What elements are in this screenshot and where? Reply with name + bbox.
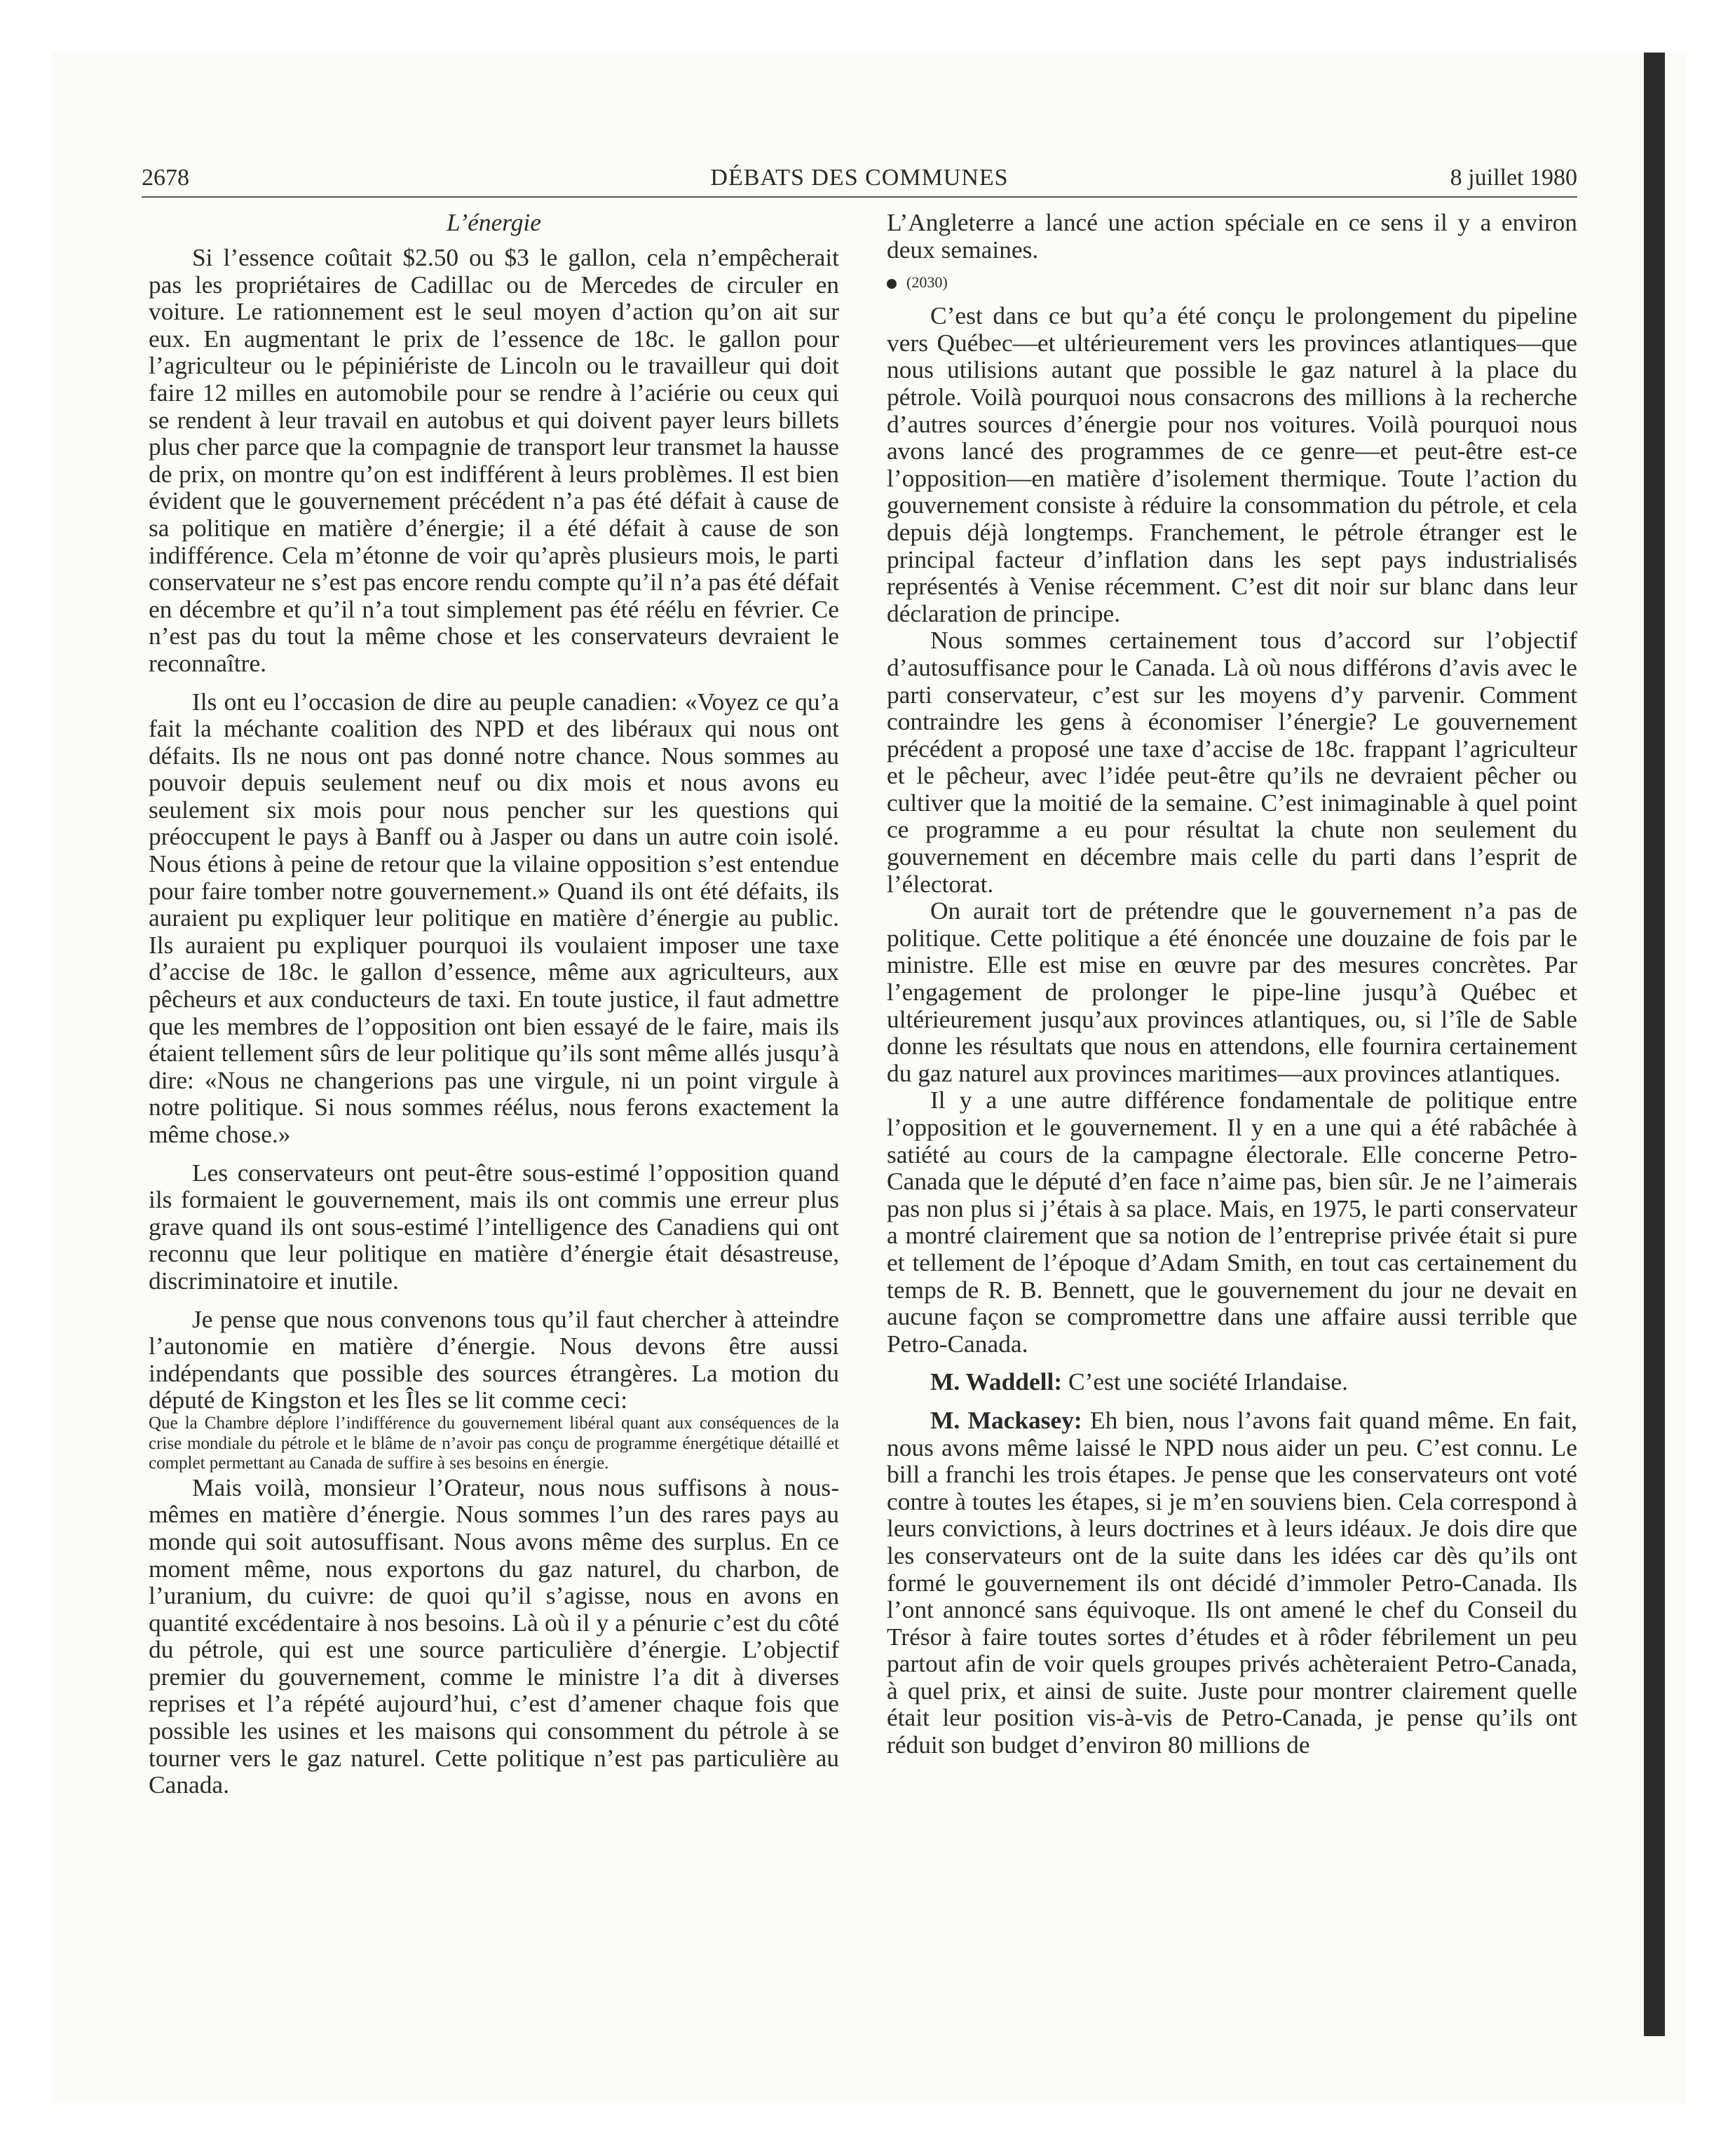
- left-column: [149, 209, 839, 1799]
- paragraph: Si l’essence coûtait $2.50 ou $3 le gallon, cela n’empêcherait pas les propriétaires de Cadillac ou de Mercedes de circuler en voiture. Le rationnement est le seul moyen d’action qu’on ait sur eux. En augmentant le prix de l’essence de 18c. le gallon pour l’agriculteur ou le pépiniériste de Lincoln ou le travailleur qui doit faire 12 milles en automobile pour se rendre à l’aciérie ou ceux qui se rendent à leur travail en autobus et qui doivent payer leurs billets plus cher parce que la compagnie de transport leur transmet la hausse de prix, on montre qu’on est indifférent à leurs problèmes. Il est bien évident que le gouvernement précédent n’a pas été défait à cause de sa politique en matière d’énergie; il a été défait à cause de son indifférence. Cela m’étonne de voir qu’après plusieurs mois, le parti conservateur ne s’est pas encore rendu compte qu’il n’a pas été défait en décembre et qu’il n’a tout simplement pas été réélu en février. Ce n’est pas du tout la même chose et les conservateurs devraient le reconnaître.: [149, 243, 839, 677]
- paragraph: L’Angleterre a lancé une action spéciale en ce sens il y a environ deux semaines.: [887, 208, 1577, 264]
- page-number: 2678: [142, 165, 189, 191]
- scan-edge-bar: [1644, 53, 1665, 2036]
- bullet-dot-icon: [887, 279, 897, 289]
- speech-paragraph: [887, 1368, 1577, 1396]
- speech-text: C’est une société Irlandaise.: [1062, 1367, 1348, 1396]
- motion-text: Que la Chambre déplore l’indifférence du gouvernement libéral quant aux conséquences de la crise mondiale du pétrole et le blâme de n’avoir pas conçu de programme énergétique détaillé et complet permettant au Canada de suffire à ses besoins en énergie.: [149, 1413, 839, 1473]
- paragraph: Nous sommes certainement tous d’accord sur l’objectif d’autosuffisance pour le Canada. Là où nous différons d’avis avec le parti conservateur, c’est sur les moyens d’y parvenir. Comment contraindre les gens à économiser l’énergie? Le gouvernement précédent a proposé une taxe d’accise de 18c. frappant l’agriculteur et le pêcheur, avec l’idée peut-être qu’ils ne devraient pêcher ou cultiver que la moitié de la semaine. C’est inimaginable à quel point ce programme a eu pour résultat la chute non seulement du gouvernement en décembre mais celle du parti dans l’esprit de l’électorat.: [887, 626, 1577, 898]
- paragraph: Les conservateurs ont peut-être sous-estimé l’opposition quand ils formaient le gouvernement, mais ils ont commis une erreur plus grave quand ils ont sous-estimé l’intelligence des Canadiens qui ont reconnu que leur politique en matière d’énergie était désastreuse, discriminatoire et inutile.: [149, 1158, 839, 1295]
- paragraph: Ils ont eu l’occasion de dire au peuple canadien: «Voyez ce qu’a fait la méchante coalition des NPD et des libéraux qui nous ont défaits. Ils ne nous ont pas donné notre chance. Nous sommes au pouvoir depuis seulement neuf ou dix mois et nous avons eu seulement six mois pour nous pencher sur les questions qui préoccupent le pays à Banff ou à Jasper ou dans un autre coin isolé. Nous étions à peine de retour que la vilaine opposition s’est entendue pour faire tomber notre gouvernement.» Quand ils ont été défaits, ils auraient pu expliquer leur politique en matière d’énergie au public. Ils auraient pu expliquer pourquoi ils voulaient imposer une taxe d’accise de 18c. le gallon d’essence, même aux agriculteurs, aux pêcheurs et aux conducteurs de taxi. En toute justice, il faut admettre que les membres de l’opposition ont bien essayé de le faire, mais ils étaient tellement sûrs de leur politique qu’ils sont même allés jusqu’à dire: «Nous ne changerions pas une virgule, ni un point virgule à notre politique. Si nous sommes réélus, nous ferons exactement la même chose.»: [149, 687, 839, 1148]
- paragraph: On aurait tort de prétendre que le gouvernement n’a pas de politique. Cette politique a été énoncée une douzaine de fois par le ministre. Elle est mise en œuvre par des mesures concrètes. Par l’engagement de prolonger le pipe-line jusqu’à Québec et ultérieurement jusqu’aux provinces atlantiques, ou, si l’île de Sable donne les résultats que nous en attendons, elle fournira certainement du gaz naturel aux provinces maritimes—aux provinces atlantiques.: [887, 896, 1577, 1087]
- speech-paragraph: [887, 1407, 1577, 1759]
- publication-title: DÉBATS DES COMMUNES: [710, 165, 1009, 191]
- right-column: [887, 209, 1577, 1759]
- section-title: L’énergie: [447, 208, 541, 236]
- speaker-name: M. Waddell:: [930, 1367, 1063, 1396]
- time-marker: [887, 268, 1577, 296]
- paragraph: Mais voilà, monsieur l’Orateur, nous nous suffisons à nous-mêmes en matière d’énergie. Nous sommes l’un des rares pays au monde qui soit autosuffisant. Nous avons même des surplus. En ce moment même, nous exportons du gaz naturel, du charbon, de l’uranium, du cuivre: de quoi qu’il s’agisse, nous en avons en quantité excédentaire à nos besoins. Là où il y a pénurie c’est du côté du pétrole, qui est une source particulière d’énergie. L’objectif premier du gouvernement, comme le ministre l’a dit à diverses reprises et l’a répété aujourd’hui, c’est d’amener chaque fois que possible les usines et les maisons qui consomment du pétrole à se tourner vers le gaz naturel. Cette politique n’est pas particulière au Canada.: [149, 1473, 839, 1799]
- page-header: [142, 160, 1577, 198]
- speech-text: Eh bien, nous l’avons fait quand même. En fait, nous avons même laissé le NPD nous aider un peu. C’est connu. Le bill a franchi les trois étapes. Je pense que les conservateurs ont voté contre à toutes les étapes, si je m’en souviens bien. Cela correspond à leurs convictions, à leurs doctrines et à leurs idéaux. Je dois dire que les conservateurs ont de la suite dans les idées car dès qu’ils ont formé le gouvernement ils ont décidé d’immoler Petro-Canada. Ils l’ont annoncé sans équivoque. Ils ont amené le chef du Conseil du Trésor à faire toutes sortes d’études et à rôder fébrilement un peu partout afin de voir quels groupes privés achèteraient Petro-Canada, à quel prix, et ainsi de suite. Juste pour montrer clairement quelle était leur position vis-à-vis de Petro-Canada, je pense qu’ils ont réduit son budget d’environ 80 millions de: [887, 1405, 1577, 1759]
- paragraph: C’est dans ce but qu’a été conçu le prolongement du pipeline vers Québec—et ultérieurement vers les provinces atlantiques—que nous utilisions autant que possible le gaz naturel à la place du pétrole. Voilà pourquoi nous consacrons des millions à la recherche d’autres sources d’énergie pour nos voitures. Voilà pourquoi nous avons lancé des programmes de ce genre—et peut-être est-ce l’opposition—en matière d’isolement thermique. Toute l’action du gouvernement consiste à réduire la consommation du pétrole, et cela depuis déjà longtemps. Franchement, le pétrole étranger est le principal facteur d’inflation dans les sept pays industrialisés représentés à Venise récemment. C’est dit noir sur blanc dans leur déclaration de principe.: [887, 301, 1577, 627]
- speaker-name: M. Mackasey:: [930, 1405, 1082, 1434]
- paragraph: Je pense que nous convenons tous qu’il faut chercher à atteindre l’autonomie en matière d’énergie. Nous devons être aussi indépendants que possible des sources étrangères. La motion du député de Kingston et les Îles se lit comme ceci:: [149, 1304, 839, 1414]
- publication-date: 8 juillet 1980: [1450, 165, 1577, 191]
- paragraph: Il y a une autre différence fondamentale de politique entre l’opposition et le gouvernement. Il y en a une qui a été rabâchée à satiété au cours de la campagne électorale. Elle concerne Petro-Canada que le député d’en face n’aime pas, bien sûr. Je ne l’aimerais pas non plus si j’étais à sa place. Mais, en 1975, le parti conservateur a montré clairement que sa notion de l’entreprise privée était si pure et tellement de l’époque d’Adam Smith, en tout cas certainement du temps de R. B. Bennett, que le gouvernement du jour ne devait en aucune façon se compromettre dans une affaire aussi terrible que Petro-Canada.: [887, 1086, 1577, 1358]
- time-marker-label: (2030): [906, 273, 948, 292]
